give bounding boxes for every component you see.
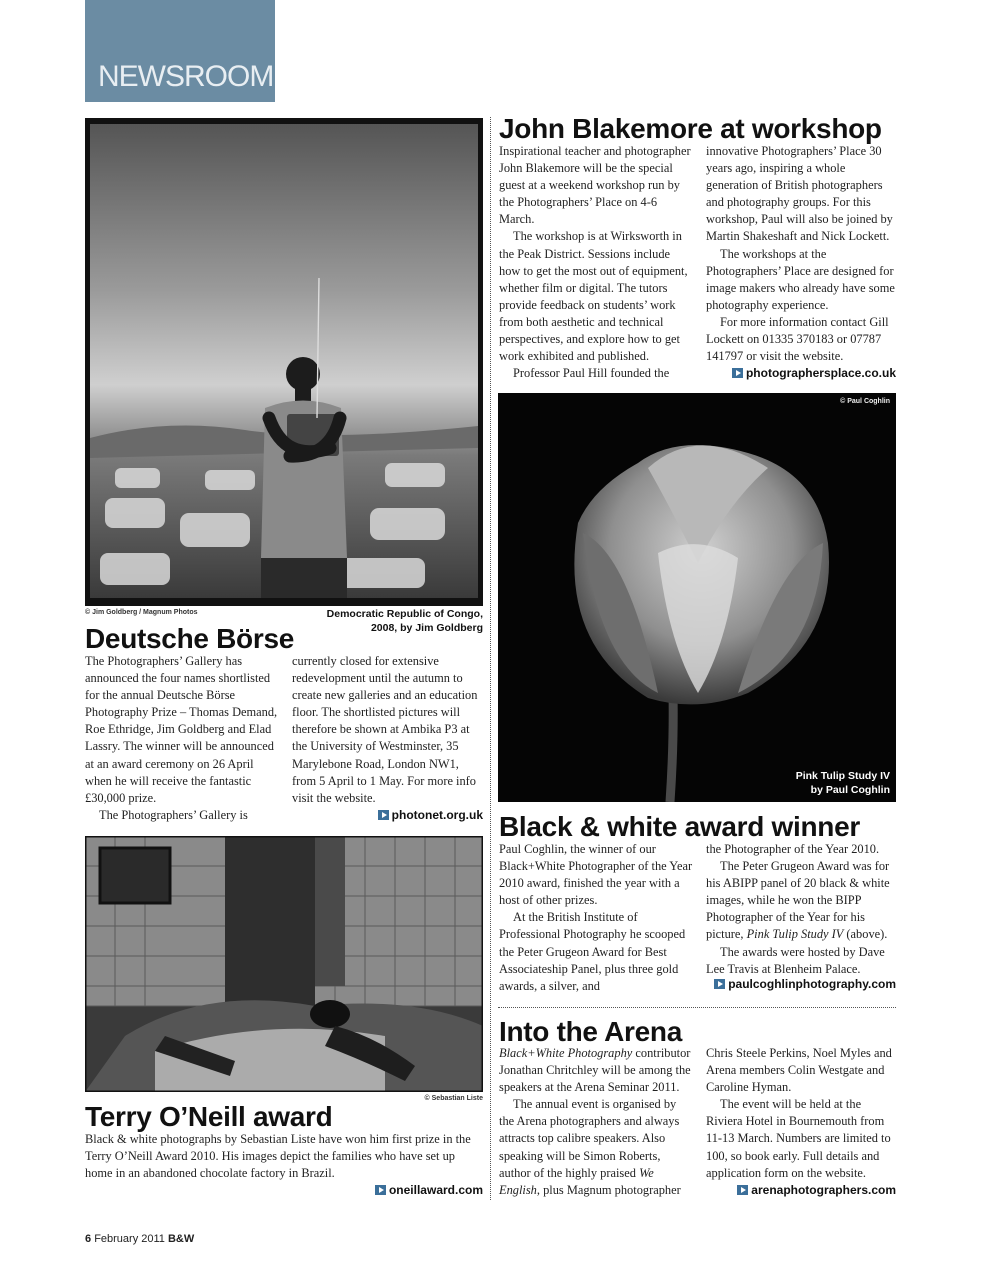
deutsche-borse-headline: Deutsche Börse <box>85 623 294 654</box>
bw-award-col2: the Photographer of the Year 2010. The Peter Grugeon Award was for his ABIPP panel of 20 black & white images, while he won the BIPP Photographer of the Year for his picture, Pink Tulip Study IV (above). The awards were hosted by Dave Lee Travis at Blenheim Palace. <box>706 842 890 976</box>
play-arrow-icon <box>737 1185 748 1195</box>
arena-col1: Black+White Photography contributor Jonathan Chritchley will be among the speakers at the Arena Seminar 2011. The annual event is organised by the Arena photographers and always attracts top calibre speakers. Also speaking will be Simon Roberts, author of the highly praised We English, plus Magnum photographer <box>499 1046 691 1197</box>
play-arrow-icon <box>714 979 725 989</box>
magazine-name: B&W <box>167 1233 195 1245</box>
photonet-link[interactable]: photonet.org.uk <box>378 808 483 822</box>
deutsche-borse-col1: The Photographers’ Gallery has announced the four names shortlisted for the annual Deutsche Börse Photography Prize – Thomas Demand, Roe Ethridge, Jim Goldberg and Elad Lassry. The winner will be announced at an award ceremony on 26 April when he will receive the fantastic £30,000 prize. The Photographers’ Gallery is <box>85 654 278 822</box>
arena-headline: Into the Arena <box>499 1016 682 1047</box>
play-arrow-icon <box>732 368 743 378</box>
john-blakemore-col2: innovative Photographers’ Place 30 years ago, inspiring a whole generation of British photographers and photography groups. For this workshop, Paul will also be joined by Martin Shakeshaft and Nick Lockett. The workshops at the Photographers’ Place are designed for image makers who already have some photography experience. For more information contact Gill Lockett on 01335 370183 or 07787 141797 or visit the website. <box>706 144 895 364</box>
section-tab <box>85 0 275 102</box>
page-number: 6 <box>85 1233 92 1245</box>
terry-oneill-headline: Terry O’Neill award <box>85 1101 333 1132</box>
arenaphotographers-link[interactable]: arenaphotographers.com <box>737 1183 896 1197</box>
congo-photo-credit: © Jim Goldberg / Magnum Photos <box>85 609 198 616</box>
interior-photo-credit: © Sebastian Liste <box>424 1095 483 1102</box>
tulip-photo <box>498 393 896 802</box>
john-blakemore-headline: John Blakemore at workshop <box>499 113 882 144</box>
paulcoghlin-link[interactable]: paulcoghlinphotography.com <box>714 977 896 991</box>
congo-photo-caption: Democratic Republic of Congo, 2008, by Jim Goldberg <box>326 608 483 634</box>
column-divider <box>490 117 491 1200</box>
oneillaward-link[interactable]: oneillaward.com <box>375 1183 483 1197</box>
tulip-photo-credit: © Paul Coghlin <box>840 398 890 405</box>
play-arrow-icon <box>375 1185 386 1195</box>
play-arrow-icon <box>378 810 389 820</box>
page-footer <box>85 1233 194 1245</box>
photographersplace-link[interactable]: photographersplace.co.uk <box>732 366 896 380</box>
terry-oneill-body: Black & white photographs by Sebastian Liste have won him first prize in the Terry O’Neill Award 2010. His images depict the families who have set up home in an abandoned chocolate factory in Brazil. <box>85 1132 471 1181</box>
congo-photo <box>85 118 483 606</box>
deutsche-borse-col2: currently closed for extensive redevelopment until the autumn to create new galleries and an education floor. The shortlisted pictures will therefore be shown at Ambika P3 at the University of Westminster, 35 Marylebone Road, London NW1, from 5 April to 1 May. For more info visit the website. <box>292 654 478 805</box>
arena-col2: Chris Steele Perkins, Noel Myles and Arena members Colin Westgate and Caroline Hyman. The event will be held at the Riviera Hotel in Bournemouth from 11-13 March. Numbers are limited to 100, so book early. Full details and application form on the website. <box>706 1046 892 1180</box>
tulip-photo-caption: Pink Tulip Study IV by Paul Coghlin <box>795 770 890 796</box>
bw-award-headline: Black & white award winner <box>499 811 860 842</box>
section-title: NEWSROOM <box>98 60 274 93</box>
story-divider <box>498 1007 896 1008</box>
bw-award-col1: Paul Coghlin, the winner of our Black+White Photographer of the Year 2010 award, finished the year with a host of other prizes. At the British Institute of Professional Photography he scooped the Peter Grugeon Award for Best Associateship Panel, plus three gold awards, a silver, and <box>499 842 693 993</box>
john-blakemore-col1: Inspirational teacher and photographer John Blakemore will be the special guest at a weekend workshop run by the Photographers’ Place on 4-6 March. The workshop is at Wirksworth in the Peak District. Sessions include how to get the most out of equipment, whether film or digital. The tutors provide feedback on students’ work from both aesthetic and technical perspectives, and explore how to get work exhibited and published. Professor Paul Hill founded the <box>499 144 691 381</box>
issue-date: February 2011 <box>94 1233 165 1245</box>
interior-photo <box>85 836 483 1092</box>
